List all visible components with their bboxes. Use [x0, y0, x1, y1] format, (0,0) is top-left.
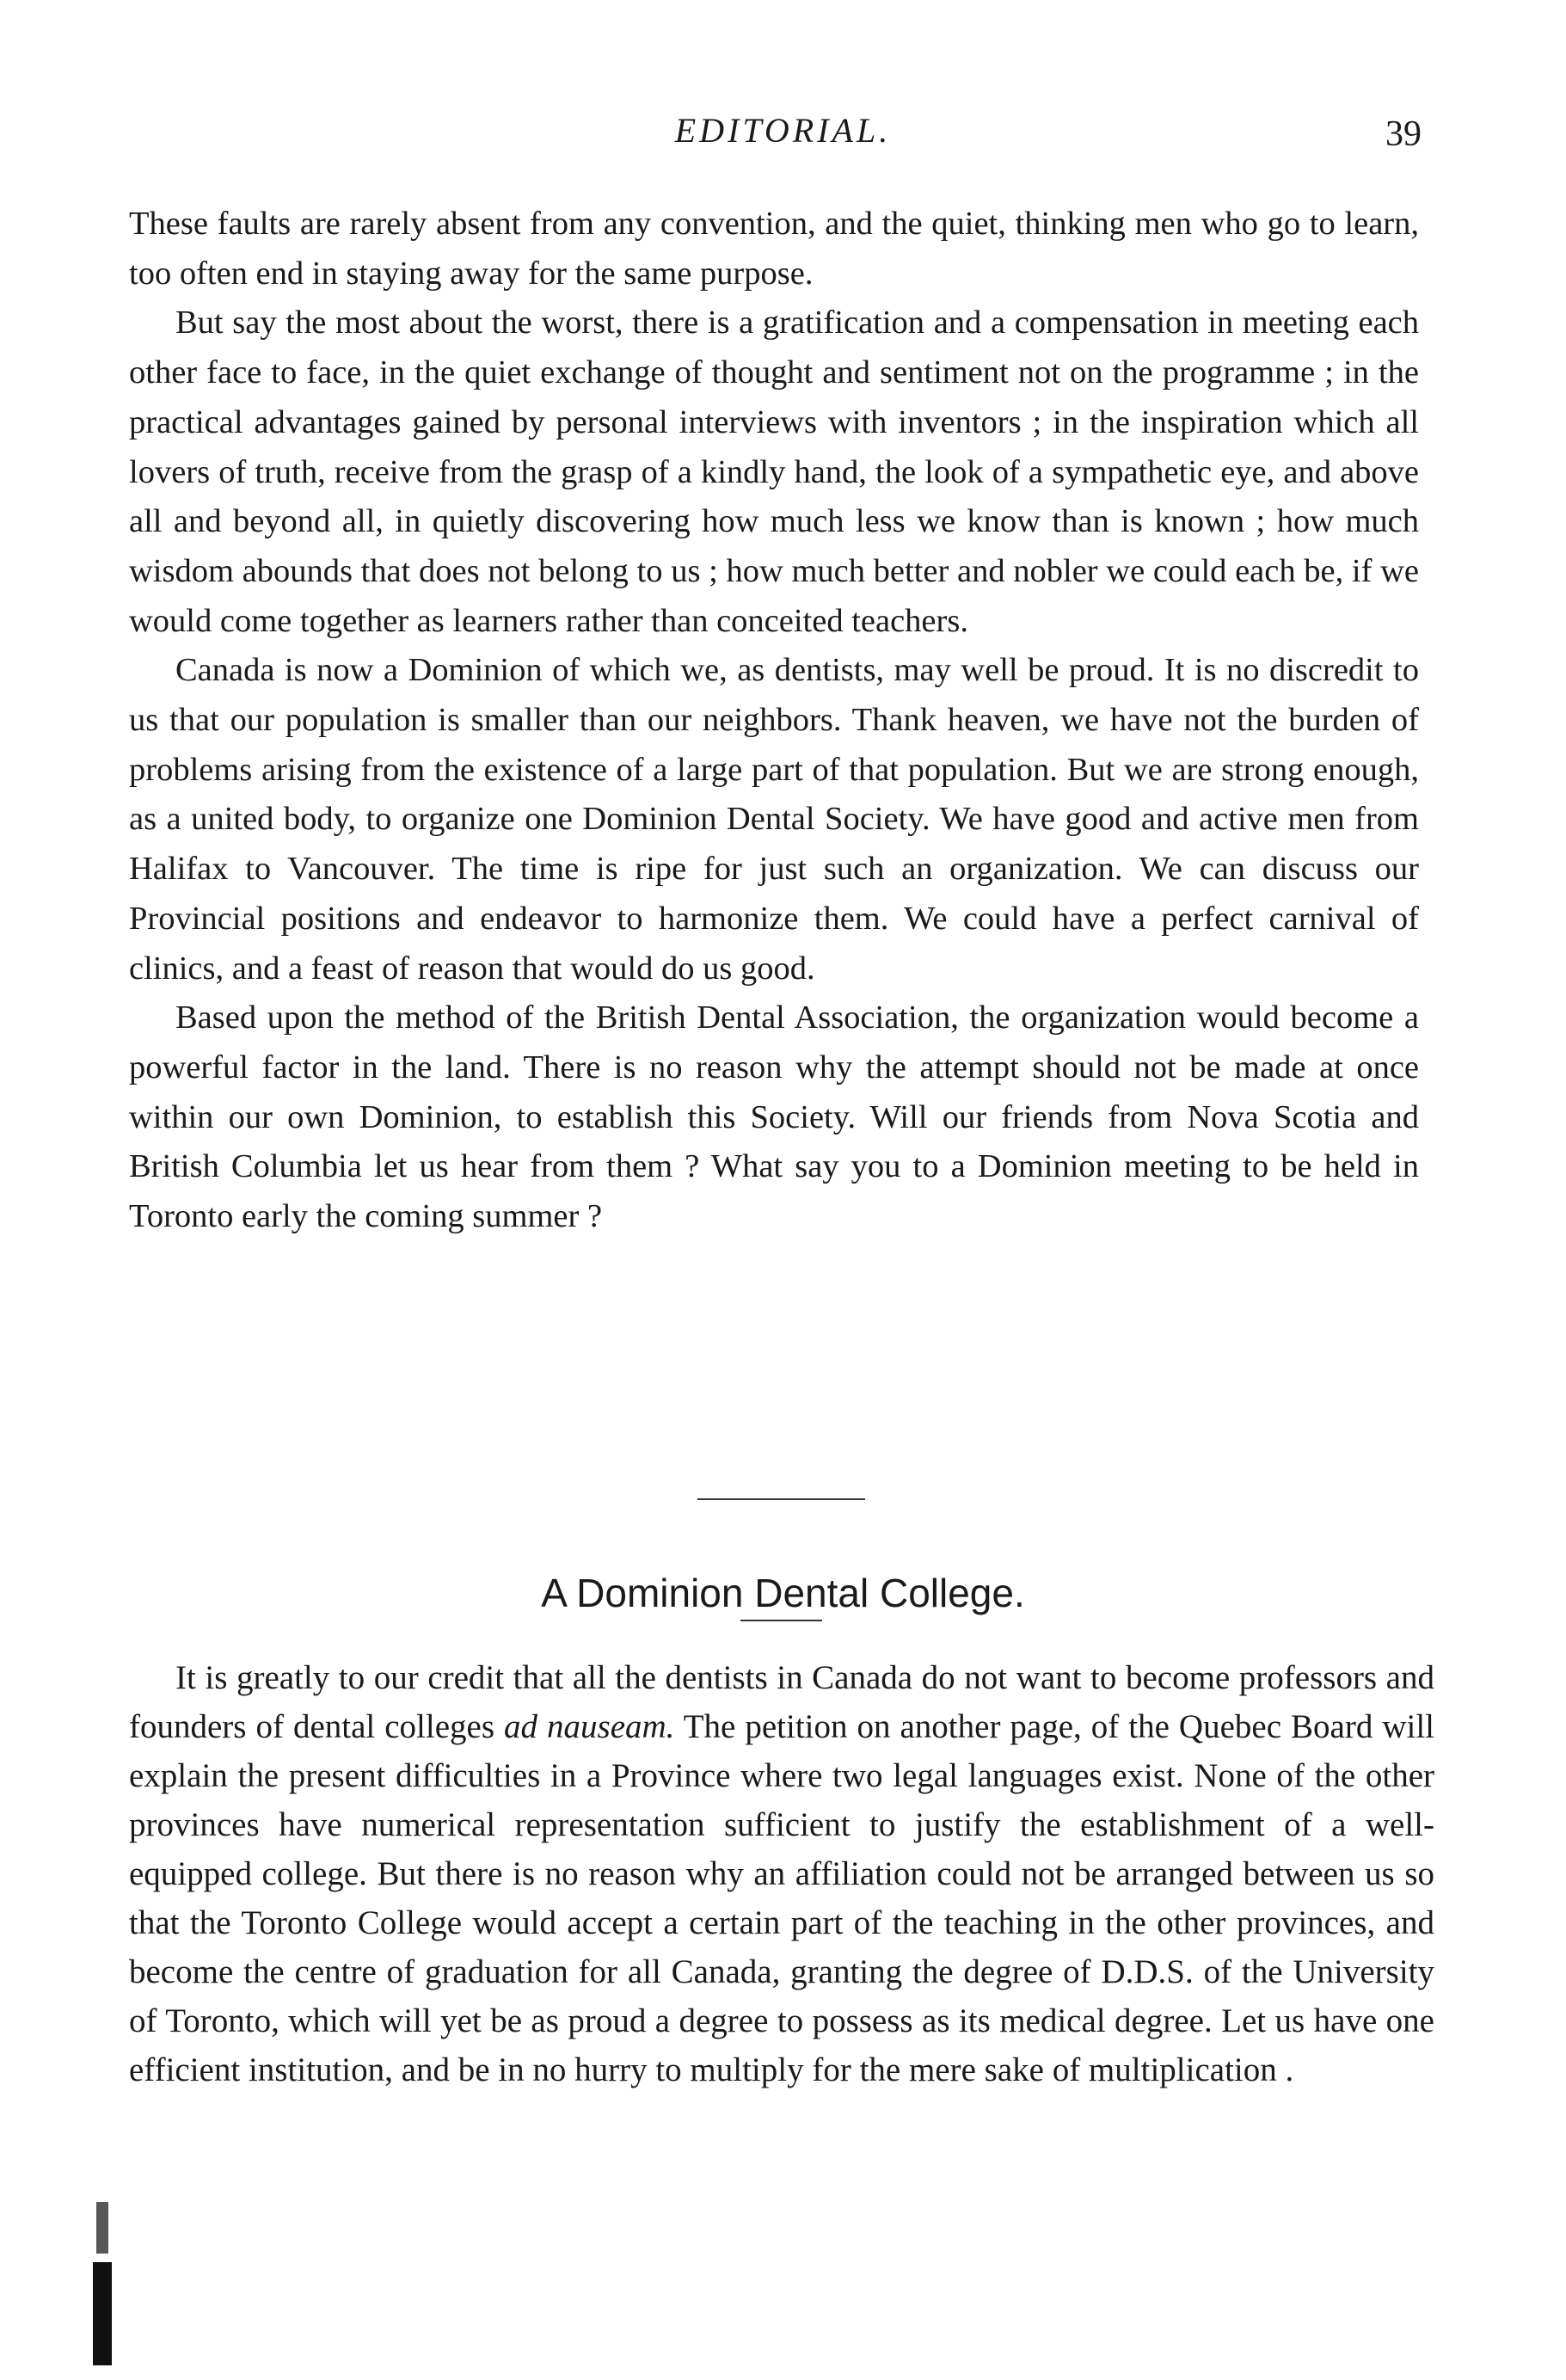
italic-phrase: ad nauseam. [504, 1708, 675, 1745]
paragraph [129, 1653, 1434, 2094]
text-segment: The petition on another page, of the Quebec Board will explain the present difficulties in a Province where two legal languages exist. None of the other provinces have numerical representation sufficient to justify the establishment of a well-equipped college. But there is no reason why an affiliation could not be arranged between us so that the Toronto College would accept a certain part of the teaching in the other provinces, and become the centre of graduation for all Canada, granting the degree of D.D.S. of the University of Toronto, which will yet be as proud a degree to possess as its medical degree. Let us have one efficient institution, and be in no hurry to multiply for the mere sake of multiplication . [129, 1708, 1434, 2088]
paragraph: Canada is now a Dominion of which we, as dentists, may well be proud. It is no discredit to us that our population is smaller than our neighbors. Thank heaven, we have not the burden of problems arising from the existence of a large part of that population. But we are strong enough, as a united body, to organize one Dominion Dental Society. We have good and active men from Halifax to Vancouver. The time is ripe for just such an organization. We can discuss our Provincial positions and endeavor to harmonize them. We could have a perfect carnival of clinics, and a feast of reason that would do us good. [129, 652, 1419, 987]
page-number: 39 [1385, 114, 1422, 154]
text-segment: It is greatly to our credit that all the dentists in Canada do not want to become professors and founders of dental colleges [129, 1659, 1434, 1745]
running-head: EDITORIAL. [674, 111, 892, 150]
section-title: A Dominion Dental College. [541, 1571, 1025, 1616]
paragraph: These faults are rarely absent from any convention, and the quiet, thinking men who go to learn, too often end in staying away for the same purpose. [129, 206, 1419, 292]
paragraph: But say the most about the worst, there is a gratification and a compensation in meeting each other face to face, in the quiet exchange of thought and sentiment not on the programme ; in the practical advantages gained by personal interviews with inventors ; in the inspiration which all lovers of truth, receive from the grasp of a kindly hand, the look of a sympathetic eye, and above all and beyond all, in quietly discovering how much less we know than is known ; how much wisdom abounds that does not belong to us ; how much better and nobler we could each be, if we would come together as learners rather than conceited teachers. [129, 304, 1419, 639]
paragraph: Based upon the method of the British Dental Association, the organization would become a powerful factor in the land. There is no reason why the attempt should not be made at once within our own Dominion, to establish this Society. Will our friends from Nova Scotia and British Columbia let us hear from them ? What say you to a Dominion meeting to be held in Toronto early the coming summer ? [129, 999, 1419, 1235]
binding-artifact [93, 2262, 112, 2365]
binding-artifact [96, 2202, 108, 2254]
page-header [0, 110, 1566, 170]
title-underline [740, 1620, 822, 1621]
section-divider [697, 1498, 865, 1500]
editorial-body [129, 200, 1419, 1242]
section-body [129, 1653, 1434, 2094]
